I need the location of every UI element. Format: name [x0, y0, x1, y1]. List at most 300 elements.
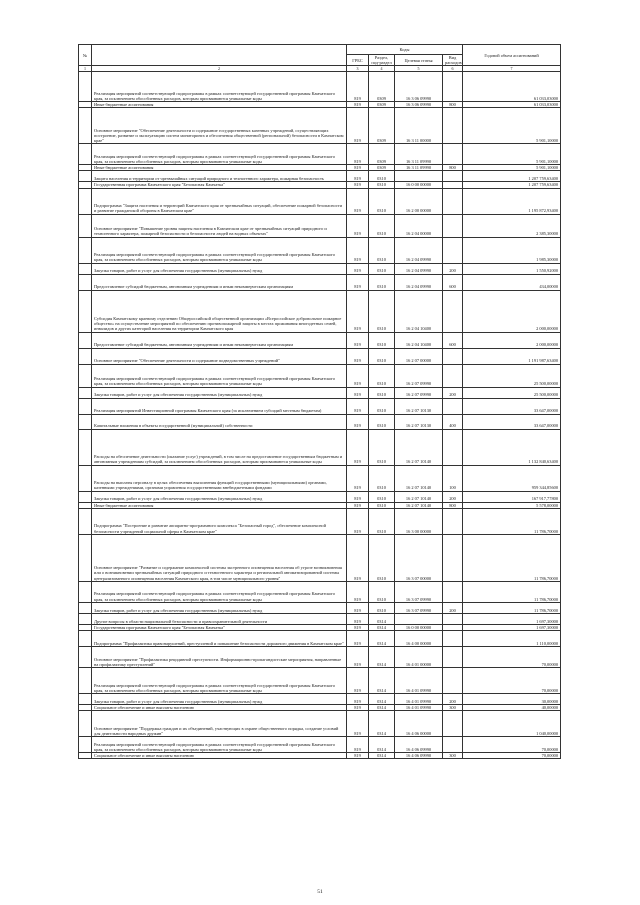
row-name-cell: Основное мероприятие "Поддержка граждан и их объединений, участвующих в охране общественного порядка, создание условий для деятельности народных дружин" [92, 710, 347, 736]
row-target-cell: 16 2 04 09990 [395, 263, 443, 274]
row-section-cell: 0310 [369, 274, 395, 290]
row-number-cell [79, 274, 92, 290]
table-row [79, 144, 561, 165]
row-vr-cell: 200 [443, 387, 463, 398]
row-target-cell: 16 2 04 00000 [395, 214, 443, 237]
table-row [79, 581, 561, 602]
row-grbs-cell: 819 [347, 72, 369, 102]
row-target-cell: 16 4 01 09990 [395, 693, 443, 704]
row-name-cell: Иные бюджетные ассигнования [92, 502, 347, 508]
row-amount-cell: 1 697,30000 [463, 624, 561, 630]
row-section-cell: 0314 [369, 630, 395, 646]
table-row [79, 508, 561, 534]
row-number-cell [79, 237, 92, 263]
row-amount-cell: 61 033,03000 [463, 102, 561, 108]
row-target-cell: 16 3 06 09990 [395, 72, 443, 102]
table-row [79, 171, 561, 182]
row-target-cell: 16 3 11 00000 [395, 108, 443, 144]
row-amount-cell: 33 647,00000 [463, 414, 561, 429]
row-name-cell: Субсидия Камчатскому краевому отделению Общероссийской общественной организации «Всероссийское добровольное пожарное общество» на осуществление мероприятий по обеспечению противопожарной защиты в местах проживания многодетных семей, инвалидов и других категорий населения на территории Камчатского края [92, 290, 347, 332]
row-grbs-cell: 819 [347, 752, 369, 758]
row-name-cell: Государственная программа Камчатского края "Безопасная Камчатка" [92, 182, 347, 188]
row-grbs-cell: 819 [347, 348, 369, 364]
row-grbs-cell: 819 [347, 581, 369, 602]
row-name-cell: Закупка товаров, работ и услуг для обеспечения государственных (муниципальных) нужд [92, 263, 347, 274]
row-section-cell: 0310 [369, 263, 395, 274]
row-grbs-cell: 819 [347, 387, 369, 398]
row-vr-cell [443, 364, 463, 387]
row-section-cell: 0314 [369, 752, 395, 758]
table-row [79, 414, 561, 429]
row-section-cell: 0310 [369, 465, 395, 491]
row-vr-cell [443, 108, 463, 144]
row-grbs-cell: 819 [347, 188, 369, 214]
row-section-cell: 0310 [369, 182, 395, 188]
row-grbs-cell: 819 [347, 667, 369, 693]
table-row [79, 429, 561, 465]
row-target-cell: 16 3 11 09990 [395, 144, 443, 165]
row-vr-cell [443, 736, 463, 752]
row-vr-cell [443, 534, 463, 581]
table-row [79, 332, 561, 348]
row-amount-cell: 70,00000 [463, 752, 561, 758]
row-amount-cell: 33 647,00000 [463, 398, 561, 414]
row-vr-cell [443, 72, 463, 102]
table-row [79, 534, 561, 581]
table-row [79, 214, 561, 237]
row-vr-cell: 400 [443, 414, 463, 429]
row-amount-cell: 11 786,70000 [463, 581, 561, 602]
row-name-cell: Основное мероприятие "Повышение уровня защиты населения в Камчатском крае от чрезвычайных ситуаций природного и техногенного характера, пожарной безопасности и безопасности людей на водных объектах" [92, 214, 347, 237]
row-section-cell: 0314 [369, 646, 395, 667]
row-target-cell: 16 3 00 00000 [395, 508, 443, 534]
row-amount-cell: 5 901,10000 [463, 165, 561, 171]
row-grbs-cell: 819 [347, 630, 369, 646]
row-grbs-cell: 819 [347, 290, 369, 332]
row-name-cell: Социальное обеспечение и иные выплаты населению [92, 752, 347, 758]
row-target-cell [395, 171, 443, 182]
row-target-cell: 16 2 07 10140 [395, 491, 443, 502]
row-number-cell [79, 646, 92, 667]
row-number-cell [79, 736, 92, 752]
row-number-cell [79, 613, 92, 624]
row-vr-cell [443, 667, 463, 693]
row-target-cell: 16 4 06 09990 [395, 752, 443, 758]
row-name-cell: Реализация мероприятий Инвестиционной программы Камчатского края (за исключением субсидий местным бюджетам) [92, 398, 347, 414]
row-amount-cell: 5 578,00000 [463, 502, 561, 508]
row-section-cell: 0310 [369, 348, 395, 364]
col-name-header [92, 45, 347, 66]
row-number-cell [79, 491, 92, 502]
row-target-cell: 16 2 07 10130 [395, 398, 443, 414]
row-vr-cell: 300 [443, 704, 463, 710]
row-amount-cell: 70,00000 [463, 736, 561, 752]
table-row [79, 237, 561, 263]
row-amount-cell: 434,00000 [463, 274, 561, 290]
row-amount-cell: 30,00000 [463, 693, 561, 704]
row-target-cell: 16 2 07 10140 [395, 429, 443, 465]
row-section-cell: 0309 [369, 102, 395, 108]
row-vr-cell [443, 646, 463, 667]
row-amount-cell: 1 110,00000 [463, 630, 561, 646]
row-grbs-cell: 819 [347, 508, 369, 534]
row-target-cell: 16 4 06 00000 [395, 710, 443, 736]
row-vr-cell [443, 429, 463, 465]
row-amount-cell: 25 500,00000 [463, 364, 561, 387]
row-name-cell: Другие вопросы в области национальной безопасности и правоохранительной деятельности [92, 613, 347, 624]
row-name-cell: Закупка товаров, работ и услуг для обеспечения государственных (муниципальных) нужд [92, 491, 347, 502]
row-amount-cell: 70,00000 [463, 646, 561, 667]
row-number-cell [79, 290, 92, 332]
row-grbs-cell: 819 [347, 429, 369, 465]
col-no-header: № [79, 45, 92, 66]
row-number-cell [79, 214, 92, 237]
table-row [79, 465, 561, 491]
row-target-cell: 16 4 06 09990 [395, 736, 443, 752]
row-amount-cell: 61 033,03000 [463, 72, 561, 102]
col-number: 1 [79, 66, 92, 72]
row-target-cell: 16 4 01 00000 [395, 646, 443, 667]
row-amount-cell: 25 500,00000 [463, 387, 561, 398]
row-amount-cell: 2 385,30000 [463, 214, 561, 237]
row-name-cell: Расходы на выплаты персоналу в целях обеспечения выполнения функций государственными (муниципальными) органами, казенными учреждениями, органами управления государственными внебюджетными фондами [92, 465, 347, 491]
row-grbs-cell: 819 [347, 214, 369, 237]
row-number-cell [79, 398, 92, 414]
row-name-cell: Государственная программа Камчатского края "Безопасная Камчатка" [92, 624, 347, 630]
row-grbs-cell: 819 [347, 414, 369, 429]
row-amount-cell: 1 207 759,63400 [463, 182, 561, 188]
row-number-cell [79, 693, 92, 704]
row-target-cell: 16 2 07 10130 [395, 414, 443, 429]
row-amount-cell: 2 000,00000 [463, 290, 561, 332]
row-grbs-cell: 819 [347, 398, 369, 414]
table-row [79, 710, 561, 736]
row-target-cell: 16 2 04 09990 [395, 237, 443, 263]
row-section-cell: 0309 [369, 165, 395, 171]
table-row [79, 348, 561, 364]
row-vr-cell: 800 [443, 502, 463, 508]
row-name-cell: Расходы на обеспечение деятельности (оказание услуг) учреждений, в том числе на предоставление государственным бюджетным и автономным учреждениям субсидий, за исключением обособленных расходов, которым присваиваются уникальные коды [92, 429, 347, 465]
row-grbs-cell: 819 [347, 182, 369, 188]
row-section-cell: 0310 [369, 387, 395, 398]
row-vr-cell [443, 237, 463, 263]
row-number-cell [79, 332, 92, 348]
row-grbs-cell: 819 [347, 274, 369, 290]
row-target-cell: 16 2 04 10400 [395, 332, 443, 348]
row-grbs-cell: 819 [347, 165, 369, 171]
row-number-cell [79, 429, 92, 465]
table-row [79, 736, 561, 752]
row-name-cell: Иные бюджетные ассигнования [92, 102, 347, 108]
table-row [79, 630, 561, 646]
row-target-cell: 16 2 04 09990 [395, 274, 443, 290]
row-amount-cell: 40,00000 [463, 704, 561, 710]
row-vr-cell: 300 [443, 752, 463, 758]
row-number-cell [79, 534, 92, 581]
row-vr-cell: 600 [443, 332, 463, 348]
row-number-cell [79, 667, 92, 693]
row-name-cell: Подпрограмма "Защита населения и территорий Камчатского края от чрезвычайных ситуаций, обеспечение пожарной безопасности и развитие гражданской обороны в Камчатском крае" [92, 188, 347, 214]
table-row [79, 274, 561, 290]
table-row [79, 667, 561, 693]
table-row [79, 752, 561, 758]
row-target-cell: 16 2 07 09990 [395, 364, 443, 387]
row-grbs-cell: 819 [347, 263, 369, 274]
row-section-cell: 0314 [369, 624, 395, 630]
row-number-cell [79, 108, 92, 144]
row-name-cell: Предоставление субсидий бюджетным, автономным учреждениям и иным некоммерческим организациям [92, 332, 347, 348]
row-section-cell: 0310 [369, 171, 395, 182]
row-grbs-cell: 819 [347, 171, 369, 182]
row-target-cell [395, 613, 443, 624]
row-amount-cell: 1 191 987,63400 [463, 348, 561, 364]
row-name-cell: Реализация мероприятий соответствующей подпрограммы в рамках соответствующей государственной программы Камчатского края, за исключением обособленных расходов, которым присваиваются уникальные коды [92, 581, 347, 602]
row-name-cell: Реализация мероприятий соответствующей подпрограммы в рамках соответствующей государственной программы Камчатского края, за исключением обособленных расходов, которым присваиваются уникальные коды [92, 144, 347, 165]
row-vr-cell [443, 710, 463, 736]
table-row [79, 188, 561, 214]
row-name-cell: Подпрограмма "Построение и развитие аппаратно-программного комплекса "Безопасный город", обеспечение комплексной безопасности учреждений социальной сферы в Камчатском крае" [92, 508, 347, 534]
col-vr-header: Вид расходов [443, 55, 463, 66]
row-vr-cell [443, 214, 463, 237]
row-number-cell [79, 171, 92, 182]
row-section-cell: 0310 [369, 581, 395, 602]
row-number-cell [79, 710, 92, 736]
row-grbs-cell: 819 [347, 364, 369, 387]
row-vr-cell [443, 581, 463, 602]
row-number-cell [79, 414, 92, 429]
row-section-cell: 0310 [369, 290, 395, 332]
row-section-cell: 0310 [369, 508, 395, 534]
row-number-cell [79, 581, 92, 602]
row-grbs-cell: 819 [347, 465, 369, 491]
row-name-cell: Реализация мероприятий соответствующей подпрограммы в рамках соответствующей государственной программы Камчатского края, за исключением обособленных расходов, которым присваиваются уникальные коды [92, 667, 347, 693]
row-section-cell: 0309 [369, 72, 395, 102]
row-vr-cell: 200 [443, 693, 463, 704]
header-row [79, 45, 561, 55]
row-number-cell [79, 508, 92, 534]
row-section-cell: 0310 [369, 364, 395, 387]
row-vr-cell [443, 613, 463, 624]
row-vr-cell: 200 [443, 491, 463, 502]
row-amount-cell: 959 344,85600 [463, 465, 561, 491]
row-target-cell: 16 4 00 00000 [395, 630, 443, 646]
row-target-cell: 16 3 07 09990 [395, 581, 443, 602]
row-amount-cell: 5 901,10000 [463, 144, 561, 165]
row-amount-cell: 1 550,92000 [463, 263, 561, 274]
row-vr-cell: 100 [443, 465, 463, 491]
row-grbs-cell: 819 [347, 332, 369, 348]
table-row [79, 72, 561, 102]
row-target-cell: 16 3 07 00000 [395, 534, 443, 581]
row-amount-cell: 1 195 872,93400 [463, 188, 561, 214]
row-target-cell: 16 3 07 09990 [395, 602, 443, 613]
table-body [79, 72, 561, 759]
col-number: 4 [369, 66, 395, 72]
row-name-cell: Закупка товаров, работ и услуг для обеспечения государственных (муниципальных) нужд [92, 387, 347, 398]
row-number-cell [79, 465, 92, 491]
row-grbs-cell: 819 [347, 102, 369, 108]
row-grbs-cell: 819 [347, 108, 369, 144]
row-grbs-cell: 819 [347, 710, 369, 736]
col-grbs-header: ГРБС [347, 55, 369, 66]
row-vr-cell [443, 188, 463, 214]
col-number: 2 [92, 66, 347, 72]
row-name-cell: Основное мероприятие "Развитие и содержание комплексной системы экстренного оповещения населения об угрозе возникновения или о возникновении чрезвычайных ситуаций природного и техногенного характера и региональной автоматизированной системы централизованного оповещения населения Камчатского края, в том числе муниципального уровня" [92, 534, 347, 581]
row-section-cell: 0314 [369, 667, 395, 693]
row-amount-cell: 1 697,30000 [463, 613, 561, 624]
col-number: 3 [347, 66, 369, 72]
codes-header: Коды [347, 45, 463, 55]
row-name-cell: Предоставление субсидий бюджетным, автономным учреждениям и иным некоммерческим организациям [92, 274, 347, 290]
row-vr-cell: 800 [443, 165, 463, 171]
row-section-cell: 0310 [369, 602, 395, 613]
row-grbs-cell: 819 [347, 491, 369, 502]
row-target-cell: 16 2 07 00000 [395, 348, 443, 364]
table-row [79, 387, 561, 398]
row-vr-cell [443, 171, 463, 182]
row-target-cell: 16 0 00 00000 [395, 182, 443, 188]
row-vr-cell [443, 144, 463, 165]
row-section-cell: 0314 [369, 704, 395, 710]
row-section-cell: 0310 [369, 491, 395, 502]
row-vr-cell [443, 508, 463, 534]
row-target-cell: 16 3 06 09990 [395, 102, 443, 108]
row-section-cell: 0310 [369, 502, 395, 508]
table-row [79, 693, 561, 704]
row-grbs-cell: 819 [347, 602, 369, 613]
row-name-cell: Реализация мероприятий соответствующей подпрограммы в рамках соответствующей государственной программы Камчатского края, за исключением обособленных расходов, которым присваиваются уникальные коды [92, 72, 347, 102]
row-amount-cell: 167 917,77800 [463, 491, 561, 502]
row-name-cell: Основное мероприятие "Профилактика рецидивной преступности. Информационно-пропагандистские мероприятия, направленные на профилактику преступлений" [92, 646, 347, 667]
row-target-cell: 16 2 07 10140 [395, 502, 443, 508]
row-name-cell: Реализация мероприятий соответствующей подпрограммы в рамках соответствующей государственной программы Камчатского края, за исключением обособленных расходов, которым присваиваются уникальные коды [92, 364, 347, 387]
row-amount-cell: 70,00000 [463, 667, 561, 693]
row-section-cell: 0314 [369, 613, 395, 624]
col-section-header: Раздел, под-раздел [369, 55, 395, 66]
row-section-cell: 0314 [369, 736, 395, 752]
row-grbs-cell: 819 [347, 624, 369, 630]
row-number-cell [79, 630, 92, 646]
table-row [79, 491, 561, 502]
row-target-cell: 16 0 00 00000 [395, 624, 443, 630]
row-amount-cell: 2 000,00000 [463, 332, 561, 348]
row-amount-cell: 1 040,00000 [463, 710, 561, 736]
row-section-cell: 0310 [369, 414, 395, 429]
row-name-cell: Иные бюджетные ассигнования [92, 165, 347, 171]
row-name-cell: Основное мероприятие "Обеспечение деятельности и содержание подведомственных учреждений" [92, 348, 347, 364]
row-section-cell: 0310 [369, 332, 395, 348]
row-amount-cell: 5 901,10000 [463, 108, 561, 144]
col-number: 7 [463, 66, 561, 72]
row-grbs-cell: 819 [347, 704, 369, 710]
row-vr-cell [443, 630, 463, 646]
row-vr-cell: 600 [443, 274, 463, 290]
table-row [79, 602, 561, 613]
row-grbs-cell: 819 [347, 736, 369, 752]
row-number-cell [79, 752, 92, 758]
row-target-cell: 16 4 01 09990 [395, 667, 443, 693]
page-number: 51 [317, 889, 323, 895]
row-number-cell [79, 387, 92, 398]
table-row [79, 398, 561, 414]
row-target-cell: 16 2 04 10400 [395, 290, 443, 332]
row-section-cell: 0310 [369, 398, 395, 414]
row-grbs-cell: 819 [347, 613, 369, 624]
row-section-cell: 0314 [369, 693, 395, 704]
row-section-cell: 0310 [369, 534, 395, 581]
table-row [79, 364, 561, 387]
row-amount-cell: 1 985,30000 [463, 237, 561, 263]
row-amount-cell: 1 207 759,63400 [463, 171, 561, 182]
row-name-cell: Социальное обеспечение и иные выплаты населению [92, 704, 347, 710]
row-amount-cell: 1 132 840,63400 [463, 429, 561, 465]
row-target-cell: 16 2 00 00000 [395, 188, 443, 214]
row-number-cell [79, 72, 92, 102]
row-grbs-cell: 819 [347, 502, 369, 508]
row-vr-cell [443, 290, 463, 332]
row-grbs-cell: 819 [347, 534, 369, 581]
row-amount-cell: 11 786,70000 [463, 508, 561, 534]
row-name-cell: Защита населения и территории от чрезвычайных ситуаций природного и техногенного характера, пожарная безопасность [92, 171, 347, 182]
row-grbs-cell: 819 [347, 646, 369, 667]
row-section-cell: 0310 [369, 429, 395, 465]
col-number: 6 [443, 66, 463, 72]
row-name-cell: Реализация мероприятий соответствующей подпрограммы в рамках соответствующей государственной программы Камчатского края, за исключением обособленных расходов, которым присваиваются уникальные коды [92, 736, 347, 752]
row-target-cell: 16 2 07 10140 [395, 465, 443, 491]
row-number-cell [79, 602, 92, 613]
row-name-cell: Закупка товаров, работ и услуг для обеспечения государственных (муниципальных) нужд [92, 693, 347, 704]
row-section-cell: 0310 [369, 237, 395, 263]
col-target-header: Целевая статья [395, 55, 443, 66]
row-target-cell: 16 4 01 09990 [395, 704, 443, 710]
table-row [79, 290, 561, 332]
row-grbs-cell: 819 [347, 237, 369, 263]
row-section-cell: 0309 [369, 144, 395, 165]
col-number: 5 [395, 66, 443, 72]
row-name-cell: Капитальные вложения в объекты государственной (муниципальной) собственности [92, 414, 347, 429]
row-section-cell: 0310 [369, 214, 395, 237]
budget-table [78, 44, 561, 759]
table-row [79, 263, 561, 274]
row-name-cell: Подпрограмма "Профилактика правонарушений, преступлений и повышение безопасности дорожного движения в Камчатском крае" [92, 630, 347, 646]
row-name-cell: Основное мероприятие "Обеспечение деятельности и содержание государственных казенных учреждений, осуществляющих построение, развитие и эксплуатацию систем мониторинга и обеспечения общественной (региональной) безопасности в Камчатском крае" [92, 108, 347, 144]
row-number-cell [79, 188, 92, 214]
row-number-cell [79, 364, 92, 387]
row-number-cell [79, 144, 92, 165]
row-vr-cell [443, 348, 463, 364]
row-vr-cell: 200 [443, 263, 463, 274]
row-grbs-cell: 819 [347, 693, 369, 704]
table-row [79, 613, 561, 624]
row-number-cell [79, 348, 92, 364]
row-target-cell: 16 3 11 09990 [395, 165, 443, 171]
row-number-cell [79, 263, 92, 274]
row-vr-cell: 800 [443, 102, 463, 108]
row-section-cell: 0310 [369, 188, 395, 214]
row-name-cell: Закупка товаров, работ и услуг для обеспечения государственных (муниципальных) нужд [92, 602, 347, 613]
col-amount-header: Годовой объем ассигнований [463, 45, 561, 66]
table-row [79, 646, 561, 667]
row-grbs-cell: 819 [347, 144, 369, 165]
row-vr-cell [443, 398, 463, 414]
row-amount-cell: 11 786,70000 [463, 602, 561, 613]
row-name-cell: Реализация мероприятий соответствующей подпрограммы в рамках соответствующей государственной программы Камчатского края, за исключением обособленных расходов, которым присваиваются уникальные коды [92, 237, 347, 263]
row-section-cell: 0309 [369, 108, 395, 144]
row-target-cell: 16 2 07 09990 [395, 387, 443, 398]
table-row [79, 108, 561, 144]
row-section-cell: 0314 [369, 710, 395, 736]
row-amount-cell: 11 786,70000 [463, 534, 561, 581]
